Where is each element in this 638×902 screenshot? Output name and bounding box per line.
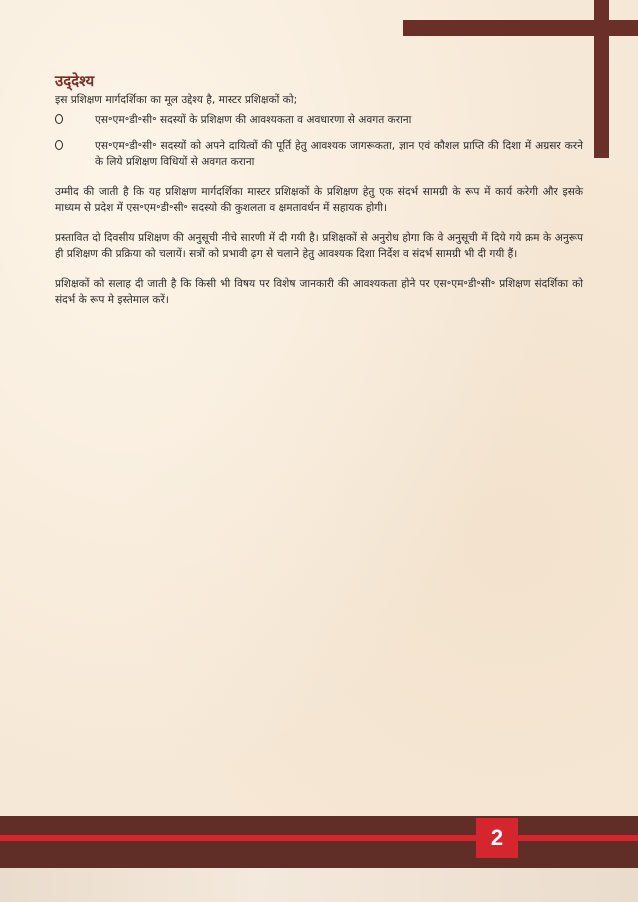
intro-text: इस प्रशिक्षण मार्गदर्शिका का मूल उद्देश्य है, मास्टर प्रशिक्षकों को; [55, 94, 298, 106]
decorative-vertical-bar [594, 0, 609, 158]
list-item-text: एस॰एम॰डी॰सी॰ सदस्यों को अपने दायित्वों की पूर्ति हेतु आवश्यक जागरूकता, ज्ञान एवं कौशल प्राप्ति की दिशा में अग्रसर करने के लिये प्रशिक्षण विधियों से अवगत कराना [95, 140, 583, 168]
list-item-text: एस॰एम॰डी॰सी॰ सदस्यों के प्रशिक्षण की आवश्यकता व अवधारणा से अवगत कराना [95, 114, 412, 126]
footer-bottom-strip [0, 868, 638, 902]
page-number: 2 [476, 818, 518, 858]
list-item [55, 112, 583, 128]
objective-list [55, 112, 583, 170]
paragraph: उम्मीद की जाती है कि यह प्रशिक्षण मार्गदर्शिका मास्टर प्रशिक्षकों के प्रशिक्षण हेतु एक संदर्भ सामग्री के रूप में कार्य करेगी और इसके माध्यम से प्रदेश में एस॰एम॰डी॰सी॰ सदस्यो की कुशलता व क्षमतावर्धन में सहायक होगी। [55, 186, 583, 214]
paragraph: प्रस्तावित दो दिवसीय प्रशिक्षण की अनुसूची नीचे सारणी में दी गयी है। प्रशिक्षकों से अनुरोध होगा कि वे अनुसूची में दिये गये क्रम के अनुरूप ही प्रशिक्षण की प्रक्रिया को चलायें। सत्रों को प्रभावी ढ़ग से चलाने हेतु आवश्यक दिशा निर्देश व संदर्भ सामग्री भी दी गयी हैं। [55, 232, 583, 260]
list-item [55, 138, 583, 170]
section-heading: उद्‌देश्य [55, 72, 95, 90]
footer-accent-stripe [0, 835, 638, 841]
circle-bullet-icon [55, 140, 63, 150]
circle-bullet-icon [55, 114, 63, 124]
page-content [55, 72, 583, 322]
footer-band [0, 816, 638, 868]
paragraph: प्रशिक्षकों को सलाह दी जाती है कि किसी भी विषय पर विशेष जानकारी की आवश्यकता होने पर एस॰एम॰डी॰सी॰ प्रशिक्षण संदर्शिका को संदर्भ के रूप मे इस्तेमाल करें। [55, 278, 583, 306]
